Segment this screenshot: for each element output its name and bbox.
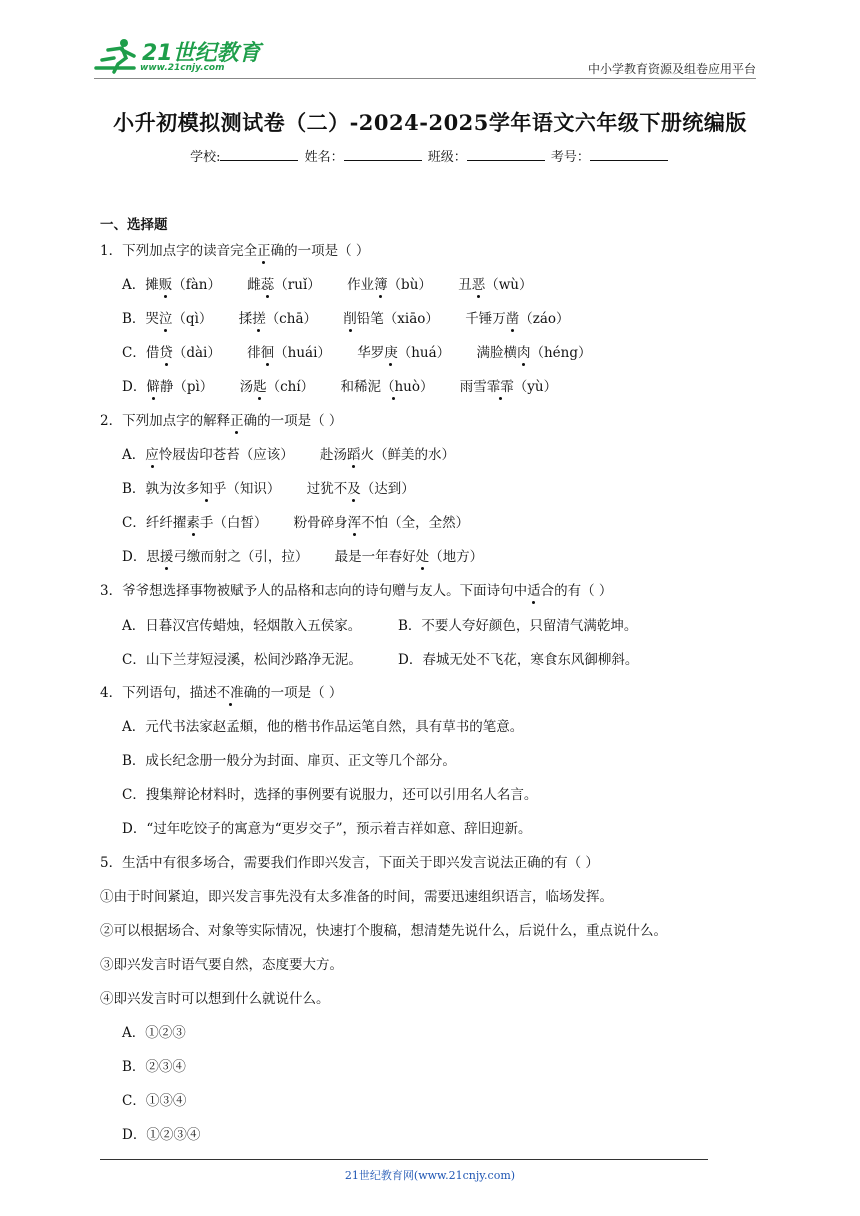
header-divider bbox=[94, 78, 756, 79]
question-2-option-c: C．纤纤擢素手（白皙） 粉骨碎身浑不怕（全，全然） bbox=[122, 515, 470, 531]
question-4-option-a: A．元代书法家赵孟頫，他的楷书作品运笔自然，具有草书的笔意。 bbox=[122, 719, 524, 735]
question-2-option-b: B．孰为汝多知乎（知识） 过犹不及（达到） bbox=[122, 481, 415, 497]
document-title: 小升初模拟测试卷（二）-2024-2025学年语文六年级下册统编版 bbox=[113, 110, 747, 135]
question-1-option-a: A．摊贩（fàn） 雌蕊（ruǐ） 作业簿（bù） 丑恶（wù） bbox=[122, 277, 533, 293]
class-label: 班级： bbox=[427, 150, 467, 165]
question-2-stem: 2．下列加点字的解释正确的一项是（ ） bbox=[100, 413, 343, 429]
question-2-option-a: A．应怜屐齿印苍苔（应该） 赴汤蹈火（鲜美的水） bbox=[122, 447, 456, 463]
student-info-line bbox=[0, 146, 860, 165]
number-blank bbox=[590, 148, 668, 161]
logo-text: 21世纪教育 bbox=[142, 41, 261, 66]
school-label: 学校: bbox=[190, 150, 221, 165]
question-5-option-a: A．①②③ bbox=[122, 1025, 186, 1041]
question-1-option-c: C．借贷（dài） 徘徊（huái） 华罗庚（huá） 满脸横肉（héng） bbox=[122, 345, 592, 361]
question-3-options-ab bbox=[122, 614, 637, 634]
question-5-option-d: D．①②③④ bbox=[122, 1127, 201, 1143]
question-5-statement-4: ④即兴发言时可以想到什么就说什么。 bbox=[100, 991, 330, 1007]
name-blank bbox=[344, 148, 422, 161]
runner-logo-icon bbox=[94, 38, 140, 74]
question-4-option-b: B．成长纪念册一般分为封面、扉页、正文等几个部分。 bbox=[122, 753, 456, 769]
platform-name: 中小学教育资源及组卷应用平台 bbox=[587, 62, 756, 76]
page-header bbox=[94, 30, 756, 78]
name-label: 姓名： bbox=[304, 150, 344, 165]
question-1-stem: 1．下列加点字的读音完全正确的一项是（ ） bbox=[100, 243, 370, 259]
question-5-option-b: B．②③④ bbox=[122, 1059, 186, 1075]
question-5-option-c: C．①③④ bbox=[122, 1093, 187, 1109]
question-2-option-d: D．思援弓缴而射之（引，拉） 最是一年春好处（地方） bbox=[122, 549, 484, 565]
question-3-option-d: D．春城无处不飞花，寒食东风御柳斜。 bbox=[398, 652, 639, 668]
question-4-stem: 4．下列语句，描述不准确的一项是（ ） bbox=[100, 685, 343, 701]
question-3-stem: 3．爷爷想选择事物被赋予人的品格和志向的诗句赠与友人。下面诗句中适合的有（ ） bbox=[100, 583, 613, 599]
question-4-option-c: C．搜集辩论材料时，选择的事例要有说服力，还可以引用名人名言。 bbox=[122, 787, 538, 803]
question-1-option-b: B．哭泣（qì） 揉搓（chā） 削铅笔（xiāo） 千锤万凿（záo） bbox=[122, 311, 570, 327]
question-3-option-a: A．日暮汉宫传蜡烛，轻烟散入五侯家。 bbox=[122, 618, 362, 634]
question-5-statement-1: ①由于时间紧迫，即兴发言事先没有太多准备的时间，需要迅速组织语言，临场发挥。 bbox=[100, 889, 613, 905]
question-3-option-c: C．山下兰芽短浸溪，松间沙路净无泥。 bbox=[122, 652, 362, 668]
question-5-statement-2: ②可以根据场合、对象等实际情况，快速打个腹稿，想清楚先说什么，后说什么，重点说什么。 bbox=[100, 923, 667, 939]
question-3-option-b: B．不要人夸好颜色，只留清气满乾坤。 bbox=[398, 618, 638, 634]
question-1-option-d: D．僻静（pì） 汤匙（chí） 和稀泥（huò） 雨雪霏霏（yù） bbox=[122, 379, 558, 395]
school-blank bbox=[220, 148, 298, 161]
class-blank bbox=[467, 148, 545, 161]
question-5-stem: 5．生活中有很多场合，需要我们作即兴发言，下面关于即兴发言说法正确的有（ ） bbox=[100, 855, 599, 871]
question-5-statement-3: ③即兴发言时语气要自然，态度要大方。 bbox=[100, 957, 343, 973]
section-heading: 一、选择题 bbox=[100, 217, 168, 233]
question-3-options-cd bbox=[122, 648, 638, 668]
question-4-option-d: D．“过年吃饺子的寓意为“更岁交子”，预示着吉祥如意、辞旧迎新。 bbox=[122, 821, 532, 837]
logo-url: www.21cnjy.com bbox=[140, 63, 225, 73]
logo bbox=[94, 38, 264, 74]
number-label: 考号： bbox=[550, 150, 590, 165]
footer-text: 21世纪教育网(www.21cnjy.com) bbox=[344, 1169, 516, 1182]
footer-divider bbox=[100, 1159, 708, 1160]
